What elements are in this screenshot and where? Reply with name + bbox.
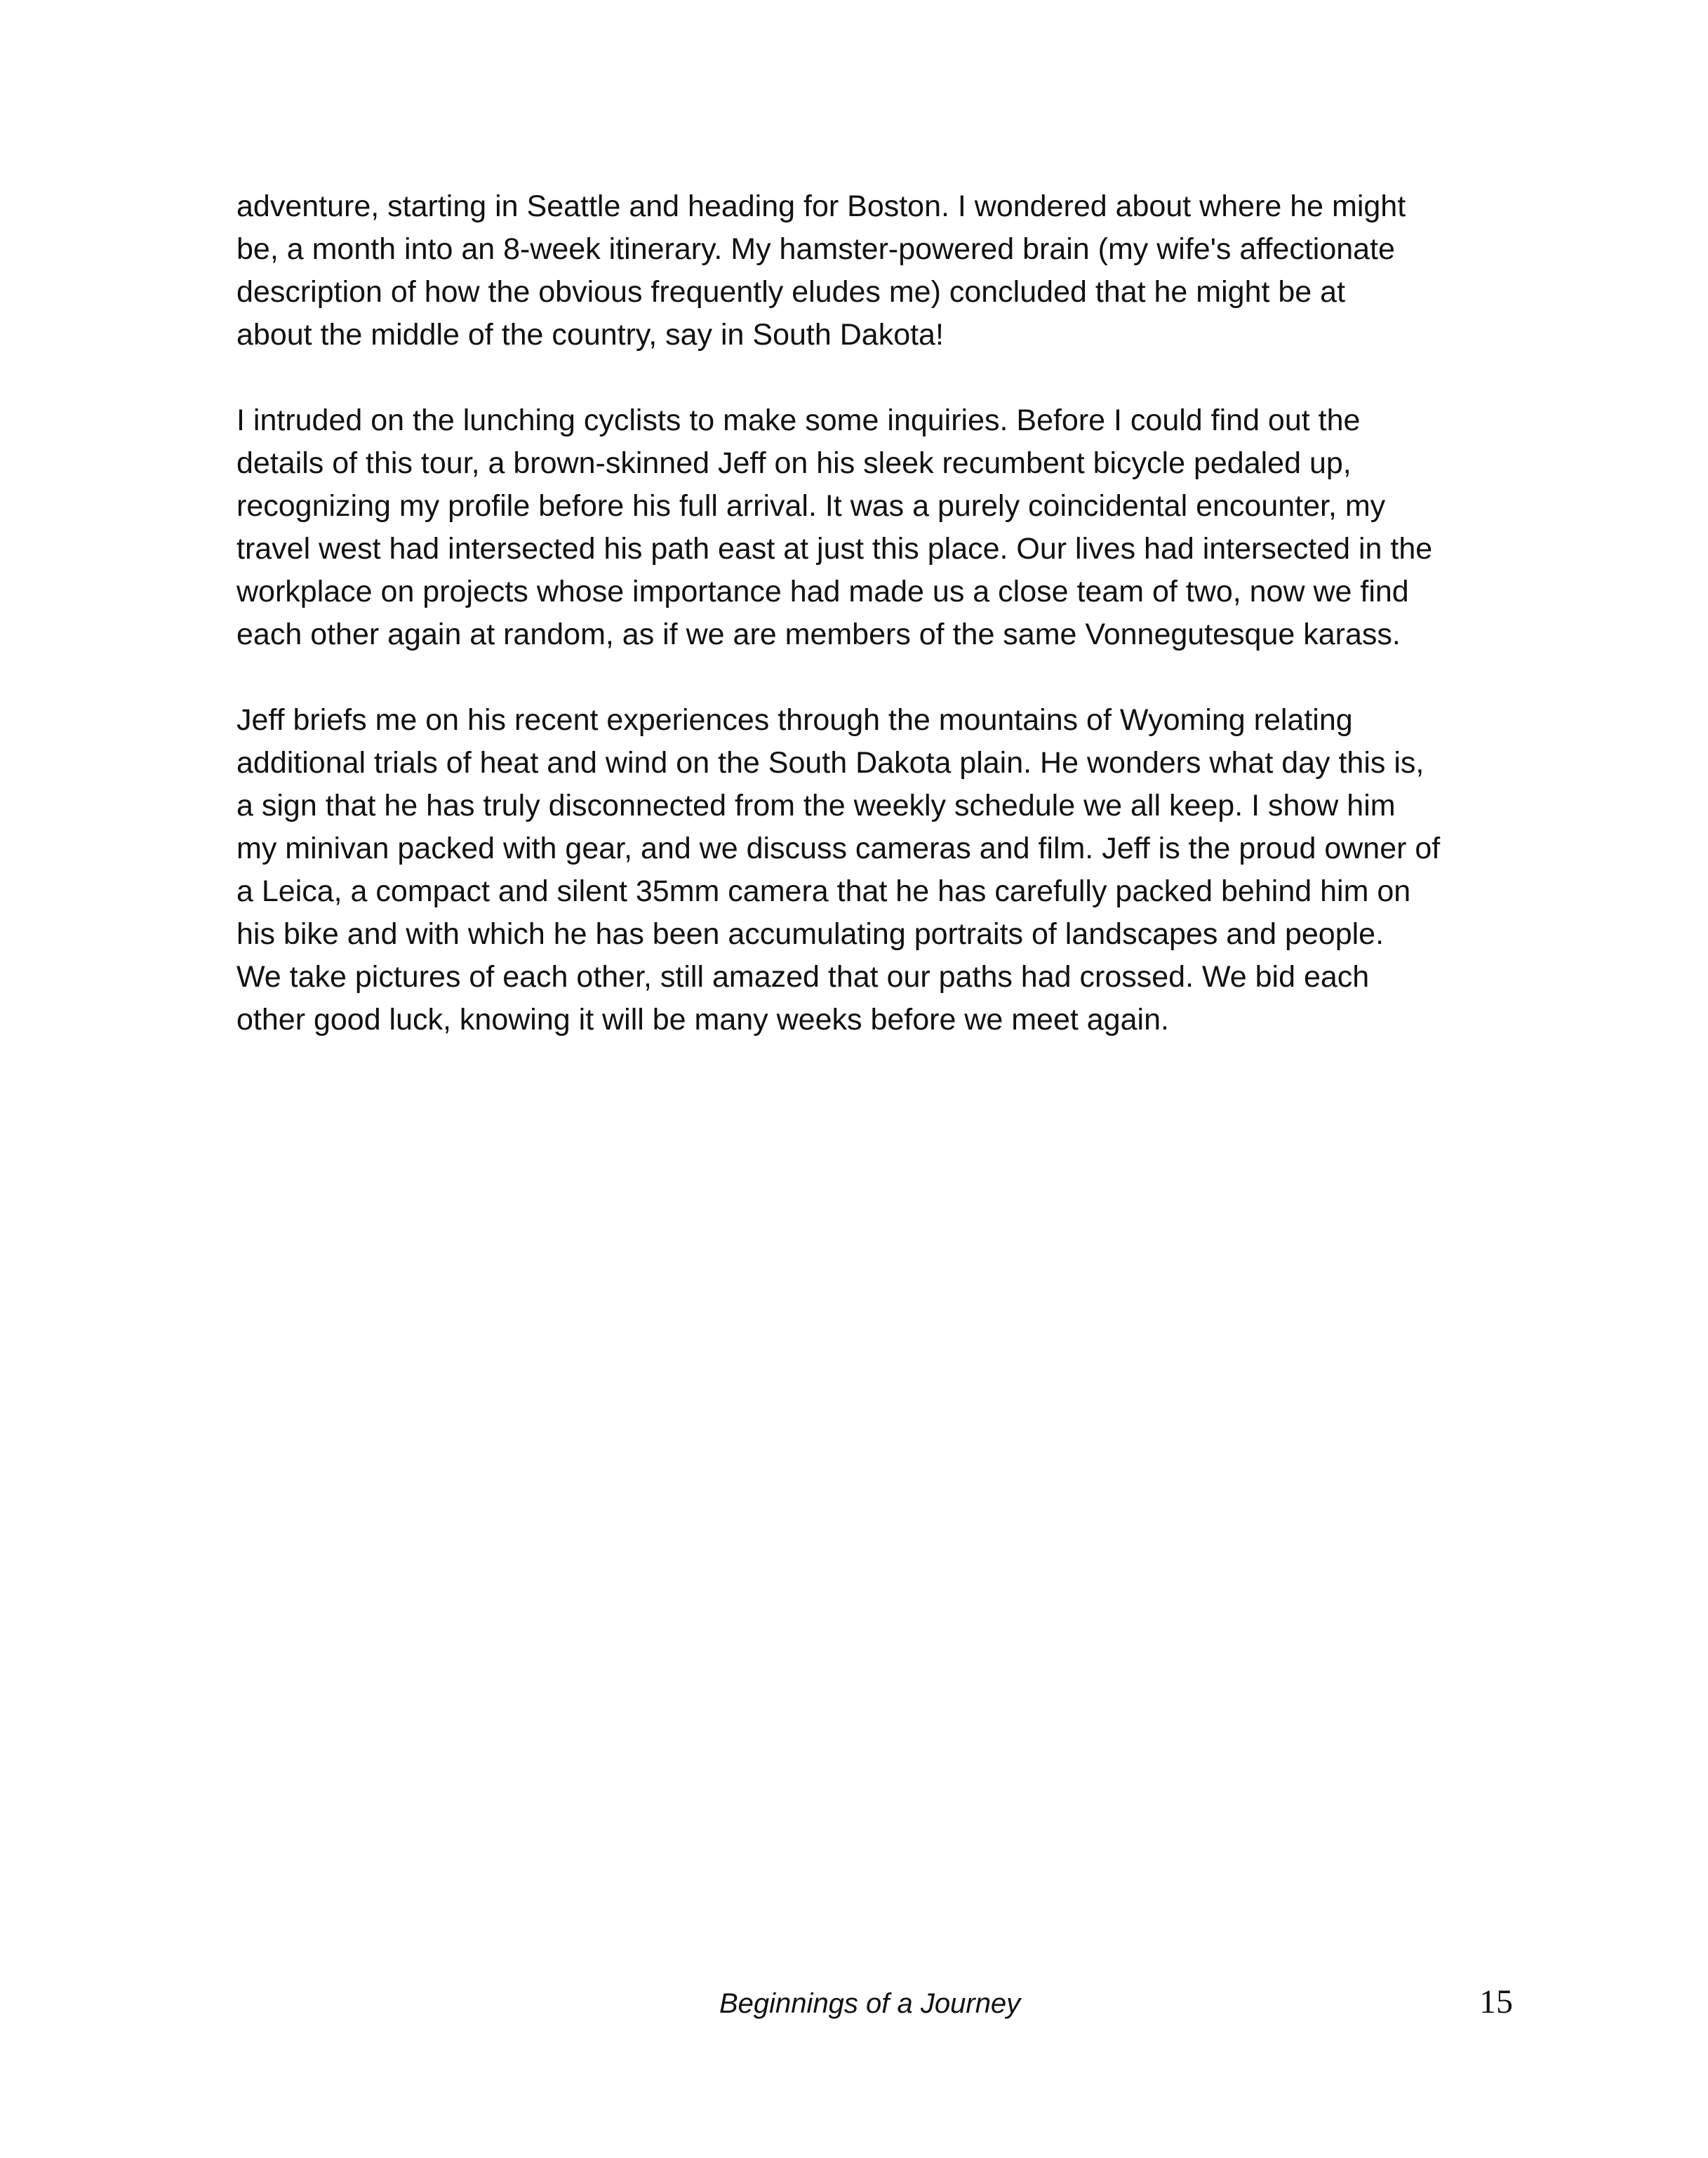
text-line: description of how the obvious frequently eludes me) concluded that he might be at [236, 275, 1346, 309]
text-line: a Leica, a compact and silent 35mm camera that he has carefully packed behind him on [236, 874, 1411, 908]
text-line: his bike and with which he has been accumulating portraits of landscapes and people. [236, 917, 1385, 951]
text-line: We take pictures of each other, still amazed that our paths had crossed. We bid each [236, 960, 1370, 994]
footer-title: Beginnings of a Journey [719, 1988, 1021, 2019]
text-line: each other again at random, as if we are members of the same Vonnegutesque karass. [236, 618, 1401, 651]
body-text [236, 185, 1535, 1084]
text-line: be, a month into an 8-week itinerary. My hamster-powered brain (my wife's affectionate [236, 232, 1395, 266]
text-line: recognizing my profile before his full arrival. It was a purely coincidental encounter, my [236, 489, 1386, 523]
paragraph-1 [236, 185, 1535, 357]
text-line: Jeff briefs me on his recent experiences through the mountains of Wyoming relating [236, 703, 1353, 737]
text-line: I intruded on the lunching cyclists to make some inquiries. Before I could find out the [236, 404, 1361, 437]
text-line: my minivan packed with gear, and we discuss cameras and film. Jeff is the proud owner of [236, 832, 1441, 865]
text-line: other good luck, knowing it will be many weeks before we meet again. [236, 1003, 1169, 1037]
text-line: travel west had intersected his path east at just this place. Our lives had intersected in the [236, 532, 1433, 566]
text-line: additional trials of heat and wind on the South Dakota plain. He wonders what day this is, [236, 746, 1425, 780]
paragraph-3 [236, 699, 1535, 1041]
text-line: a sign that he has truly disconnected from the weekly schedule we all keep. I show him [236, 789, 1396, 822]
page-number: 15 [1479, 1983, 1513, 2020]
text-line: adventure, starting in Seattle and heading for Boston. I wondered about where he might [236, 189, 1406, 223]
paragraph-2 [236, 399, 1535, 656]
text-line: about the middle of the country, say in South Dakota! [236, 318, 944, 352]
text-line: workplace on projects whose importance had made us a close team of two, now we find [236, 575, 1409, 608]
text-line: details of this tour, a brown-skinned Jeff on his sleek recumbent bicycle pedaled up, [236, 446, 1352, 480]
